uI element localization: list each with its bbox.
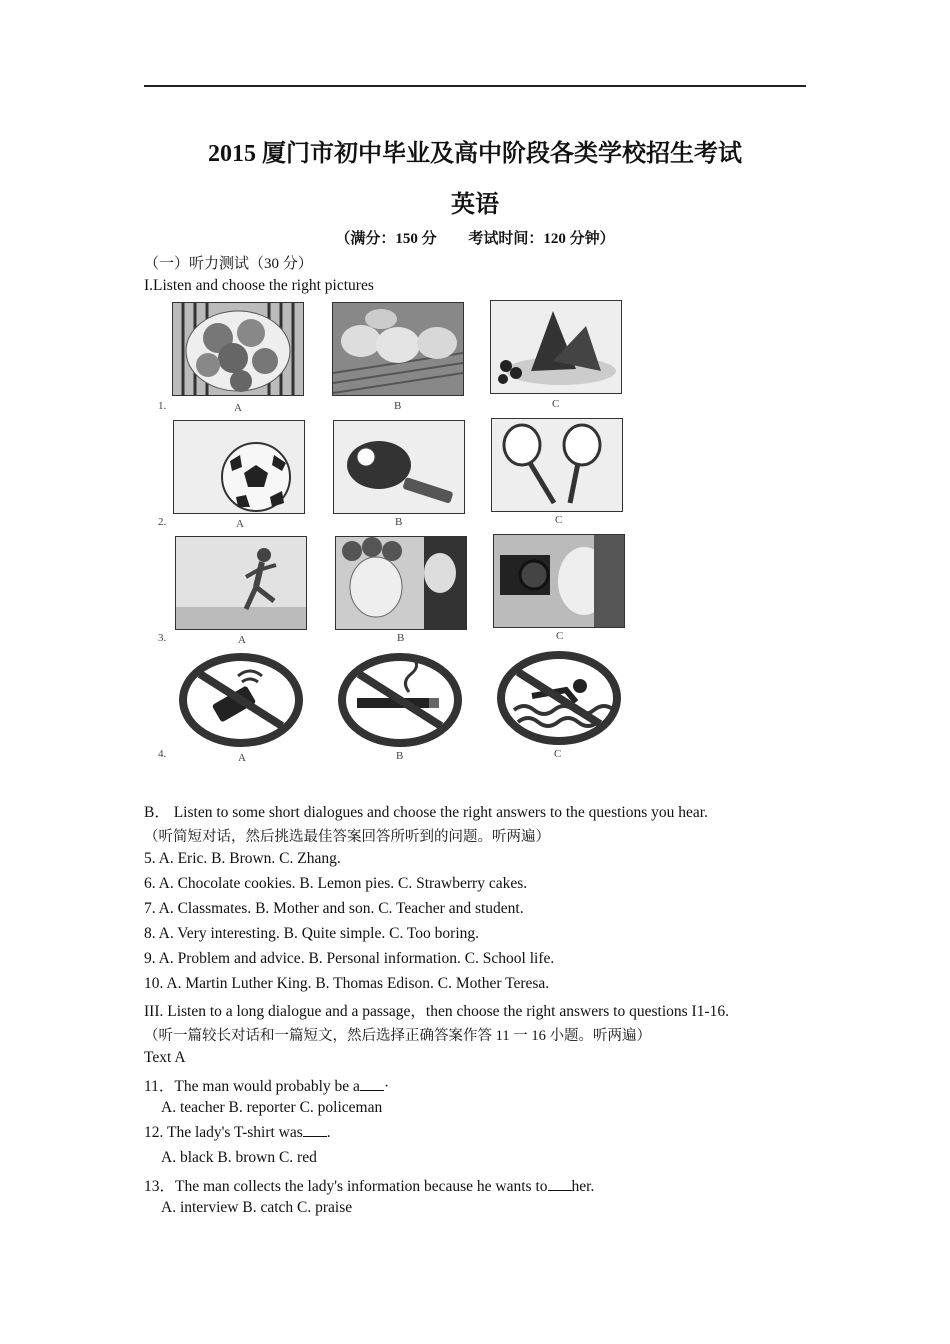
part-one-heading: I.Listen and choose the right pictures bbox=[144, 277, 374, 294]
option-label: A bbox=[238, 634, 246, 646]
exam-title: 2015 厦门市初中毕业及高中阶段各类学校招生考试 bbox=[208, 141, 742, 167]
part-b-note: （听简短对话，然后挑选最佳答案回答所听到的问题。听两遍） bbox=[144, 829, 550, 845]
picture-1a-cookies[interactable] bbox=[172, 302, 304, 396]
question-5: 5. A. Eric. B. Brown. C. Zhang. bbox=[144, 850, 341, 867]
question-13-options: A. interview B. catch C. praise bbox=[161, 1199, 353, 1216]
exam-info bbox=[0, 227, 950, 248]
picture-3a-runner[interactable] bbox=[175, 536, 307, 630]
subject-title: 英语 bbox=[451, 192, 499, 218]
answer-blank bbox=[303, 1135, 327, 1137]
question-12-options: A. black B. brown C. red bbox=[161, 1149, 317, 1166]
question-11-options: A. teacher B. reporter C. policeman bbox=[161, 1099, 383, 1116]
option-label: A bbox=[238, 752, 246, 764]
option-label: C bbox=[556, 630, 564, 642]
part-b-heading: B． Listen to some short dialogues and choose the right answers to the questions you hear. bbox=[144, 804, 708, 821]
picture-2b-ping-pong[interactable] bbox=[333, 420, 465, 514]
question-13 bbox=[144, 1174, 594, 1196]
part-three-heading: III. Listen to a long dialogue and a passage，then choose the right answers to questions I1-16. bbox=[144, 1003, 729, 1020]
answer-blank bbox=[360, 1089, 384, 1091]
question-12 bbox=[144, 1124, 331, 1142]
option-label: B bbox=[394, 400, 402, 412]
question-number: 1. bbox=[158, 400, 167, 412]
question-9: 9. A. Problem and advice. B. Personal information. C. School life. bbox=[144, 950, 555, 967]
picture-4b-no-smoking-sign[interactable] bbox=[337, 652, 463, 748]
picture-2c-tennis-rackets[interactable] bbox=[491, 418, 623, 512]
question-12-stem: 12. The lady's T-shirt was bbox=[144, 1124, 303, 1141]
question-number: 3. bbox=[158, 632, 167, 644]
part-three-note: （听一篇较长对话和一篇短文，然后选择正确答案作答 11 一 16 小题。听两遍） bbox=[144, 1028, 651, 1044]
question-6: 6. A. Chocolate cookies. B. Lemon pies. C. Strawberry cakes. bbox=[144, 875, 528, 892]
option-label: B bbox=[397, 632, 405, 644]
question-11-end: · bbox=[383, 1078, 390, 1095]
question-8: 8. A. Very interesting. B. Quite simple. C. Too boring. bbox=[144, 925, 480, 942]
question-7: 7. A. Classmates. B. Mother and son. C. Teacher and student. bbox=[144, 900, 524, 917]
picture-4c-no-swimming-sign[interactable] bbox=[496, 650, 622, 746]
option-label: A bbox=[236, 518, 244, 530]
question-13-end: her. bbox=[571, 1178, 595, 1195]
score-info: （满分：150 分 bbox=[335, 231, 437, 247]
question-10: 10. A. Martin Luther King. B. Thomas Edison. C. Mother Teresa. bbox=[144, 975, 550, 992]
picture-4a-no-phones-sign[interactable] bbox=[178, 652, 304, 748]
option-label: C bbox=[554, 748, 562, 760]
text-a-label: Text A bbox=[144, 1049, 186, 1066]
picture-3c-photographer[interactable] bbox=[493, 534, 625, 628]
question-11-stem: 11．The man would probably be a bbox=[144, 1078, 360, 1095]
question-number: 4. bbox=[158, 748, 167, 760]
option-label: C bbox=[552, 398, 560, 410]
question-13-stem: 13．The man collects the lady's information because he wants to bbox=[144, 1178, 548, 1195]
question-number: 2. bbox=[158, 516, 167, 528]
option-label: C bbox=[555, 514, 563, 526]
question-11 bbox=[144, 1074, 389, 1096]
picture-1b-dumplings[interactable] bbox=[332, 302, 464, 396]
answer-blank bbox=[548, 1189, 572, 1191]
section-heading: （一）听力测试（30 分） bbox=[144, 256, 313, 272]
option-label: B bbox=[395, 516, 403, 528]
option-label: A bbox=[234, 402, 242, 414]
top-rule bbox=[144, 85, 806, 87]
option-label: B bbox=[396, 750, 404, 762]
picture-3b-makeup-artist[interactable] bbox=[335, 536, 467, 630]
question-12-end: . bbox=[326, 1124, 331, 1141]
picture-1c-zongzi[interactable] bbox=[490, 300, 622, 394]
time-info: 考试时间：120 分钟） bbox=[468, 231, 615, 247]
picture-2a-football[interactable] bbox=[173, 420, 305, 514]
